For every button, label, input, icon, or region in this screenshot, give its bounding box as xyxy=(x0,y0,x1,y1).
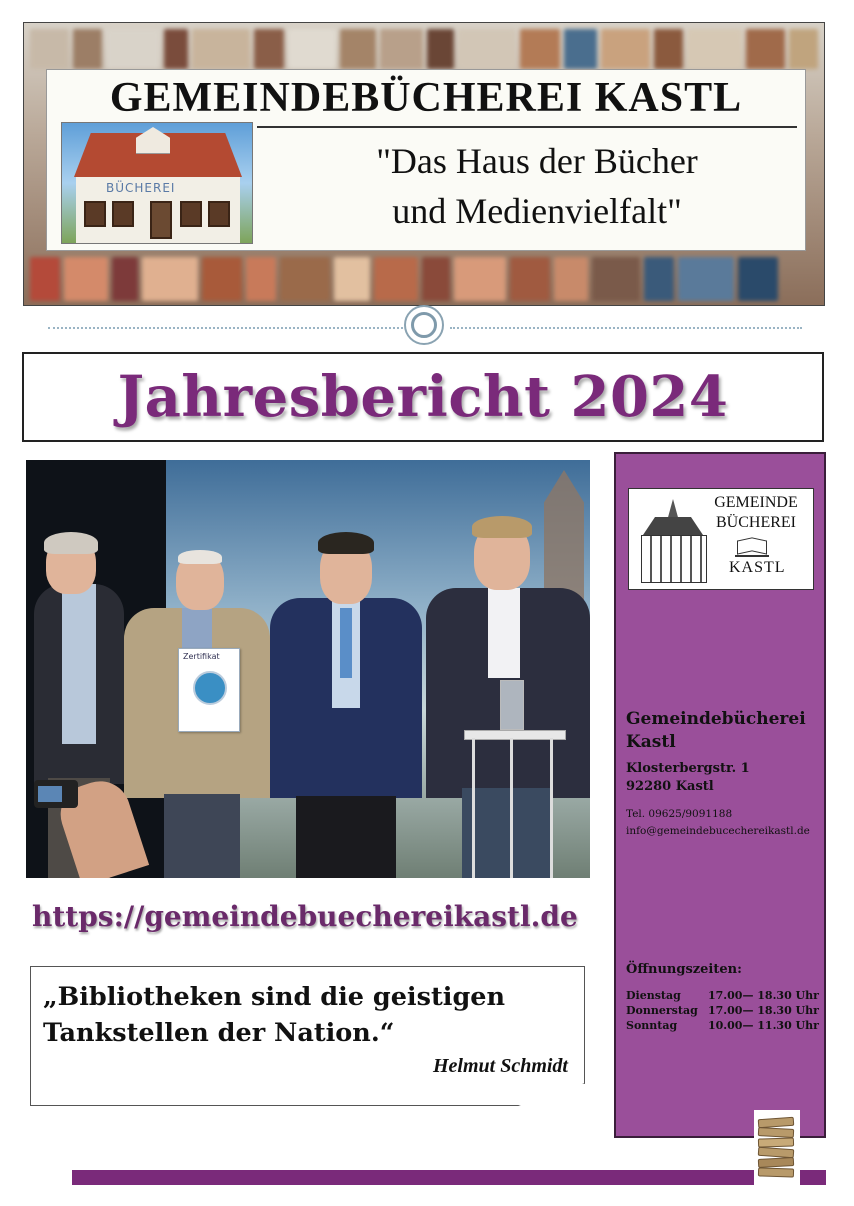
contact-sidebar xyxy=(614,452,826,1138)
library-slogan xyxy=(277,136,797,236)
opening-hours-table xyxy=(626,988,824,1033)
certificate xyxy=(178,648,240,732)
divider-line-left xyxy=(48,327,403,329)
logo-line-2: BÜCHEREI xyxy=(716,514,796,531)
phone-number[interactable]: Tel. 09625/9091188 xyxy=(626,808,733,820)
hours-time: 17.00— 18.30 Uhr xyxy=(708,989,819,1002)
quote-box xyxy=(30,966,585,1106)
book-stack-icon xyxy=(754,1110,800,1186)
hours-day: Dienstag xyxy=(626,989,681,1002)
hours-day: Sonntag xyxy=(626,1019,678,1032)
hours-time: 17.00— 18.30 Uhr xyxy=(708,1004,819,1017)
library-logo xyxy=(628,488,814,590)
library-title: GEMEINDEBÜCHEREI KASTL xyxy=(109,75,743,121)
quote-author: Helmut Schmidt xyxy=(432,1055,568,1077)
bookshelf-background-top xyxy=(24,29,824,69)
award-ceremony-photo xyxy=(26,460,590,878)
logo-line-1: GEMEINDE xyxy=(714,494,798,511)
hours-time: 10.00— 11.30 Uhr xyxy=(708,1019,819,1032)
page-curl-icon xyxy=(518,1083,585,1106)
hours-row xyxy=(626,1003,824,1018)
award-glass xyxy=(500,680,524,730)
quote-text xyxy=(43,979,573,1051)
person-3 xyxy=(266,498,426,878)
hours-row xyxy=(626,1018,824,1033)
library-name xyxy=(626,708,822,754)
open-book-icon xyxy=(735,535,769,557)
website-link[interactable]: https://gemeindebuechereikastl.de xyxy=(32,900,578,933)
logo-text xyxy=(701,493,811,533)
footer-bar xyxy=(72,1170,826,1185)
header-banner xyxy=(23,22,825,306)
quote-line-2: Tankstellen der Nation.“ xyxy=(43,1018,395,1048)
library-name-line-1: Gemeindebücherei xyxy=(626,709,806,729)
bookshelf-background-bottom xyxy=(24,257,824,301)
email-address[interactable]: info@gemeindebucechereikastl.de xyxy=(626,825,810,837)
hours-day: Donnerstag xyxy=(626,1004,698,1017)
building-sign: BÜCHEREI xyxy=(106,181,176,195)
library-building-photo xyxy=(61,122,253,244)
slogan-line-1: "Das Haus der Bücher xyxy=(376,141,698,181)
title-underline xyxy=(257,126,797,128)
certificate-label: Zertifikat xyxy=(183,652,220,661)
hours-row xyxy=(626,988,824,1003)
report-title-box xyxy=(22,352,824,442)
slogan-line-2: und Medienvielfalt" xyxy=(392,191,682,231)
camera-icon xyxy=(34,780,78,808)
banner-panel xyxy=(46,69,806,251)
certificate-seal-icon xyxy=(193,671,227,705)
divider-ring-icon xyxy=(404,305,444,345)
contact-details xyxy=(626,806,826,840)
opening-hours-title: Öffnungszeiten: xyxy=(626,962,742,977)
town-hall-icon xyxy=(637,499,709,583)
report-title: Jahresbericht 2024 xyxy=(117,364,729,430)
logo-line-3: KASTL xyxy=(729,559,786,576)
quote-line-1: „Bibliotheken sind die geistigen xyxy=(43,982,506,1012)
city-address: 92280 Kastl xyxy=(626,779,714,794)
library-name-line-2: Kastl xyxy=(626,732,676,752)
library-address xyxy=(626,760,822,796)
divider-line-right xyxy=(450,327,802,329)
street-address: Klosterbergstr. 1 xyxy=(626,761,750,776)
podium xyxy=(464,730,564,878)
